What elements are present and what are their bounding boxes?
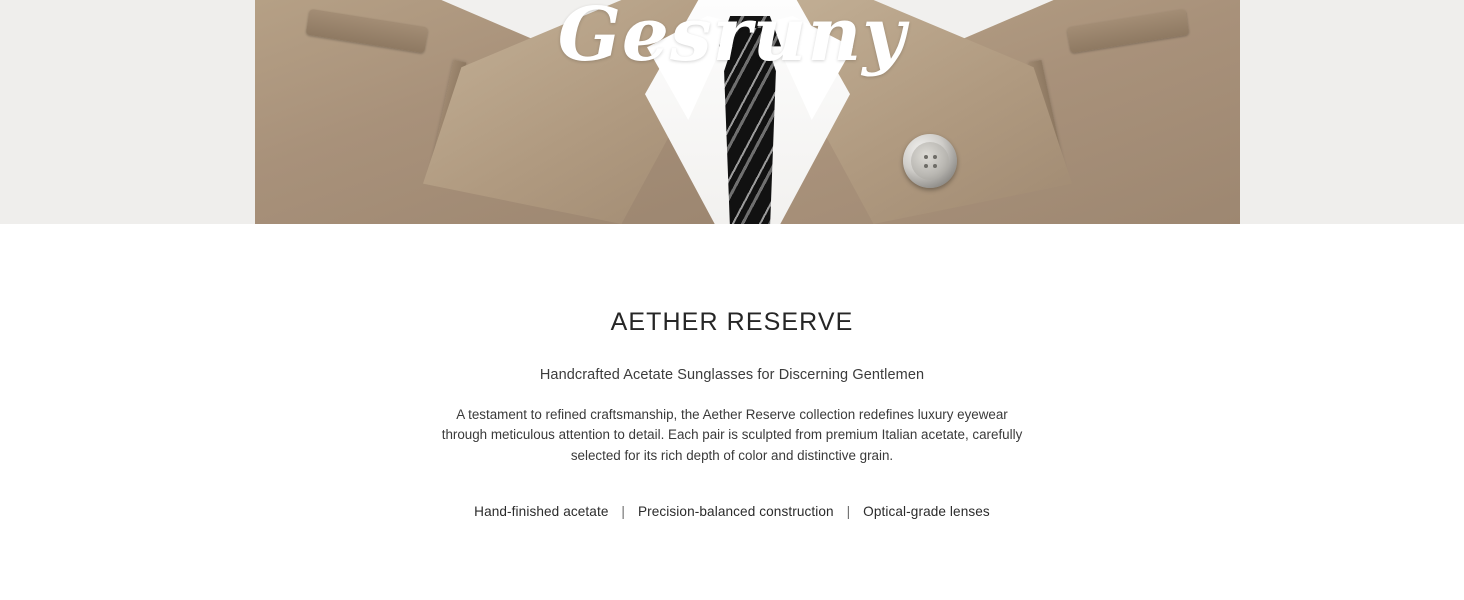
page-subtitle: Handcrafted Acetate Sunglasses for Discerning Gentlemen bbox=[539, 367, 925, 383]
page-title: AETHER RESERVE bbox=[610, 308, 854, 336]
feature-separator-1: | bbox=[621, 504, 626, 520]
brand-wordmark: Gesruny bbox=[557, 0, 907, 78]
button-hole bbox=[924, 164, 928, 168]
feature-item-3: Optical-grade lenses bbox=[863, 504, 990, 520]
button-hole bbox=[933, 155, 937, 159]
button-hole bbox=[933, 164, 937, 168]
coat-button-inner bbox=[911, 142, 949, 180]
feature-item-2: Precision-balanced construction bbox=[637, 504, 834, 520]
coat-button bbox=[903, 134, 957, 188]
feature-list bbox=[0, 504, 1464, 519]
button-hole bbox=[924, 155, 928, 159]
feature-item-1: Hand-finished acetate bbox=[474, 504, 609, 520]
hero-banner bbox=[0, 0, 1464, 224]
product-description: A testament to refined craftsmanship, the Aether Reserve collection redefines luxury eyewear through meticulous attention to detail. Each pair is sculpted from premium Italian acetate, carefully selected for its rich depth of color and distinctive grain. bbox=[441, 407, 1023, 463]
feature-separator-2: | bbox=[846, 504, 851, 520]
product-copy-section bbox=[0, 224, 1464, 519]
